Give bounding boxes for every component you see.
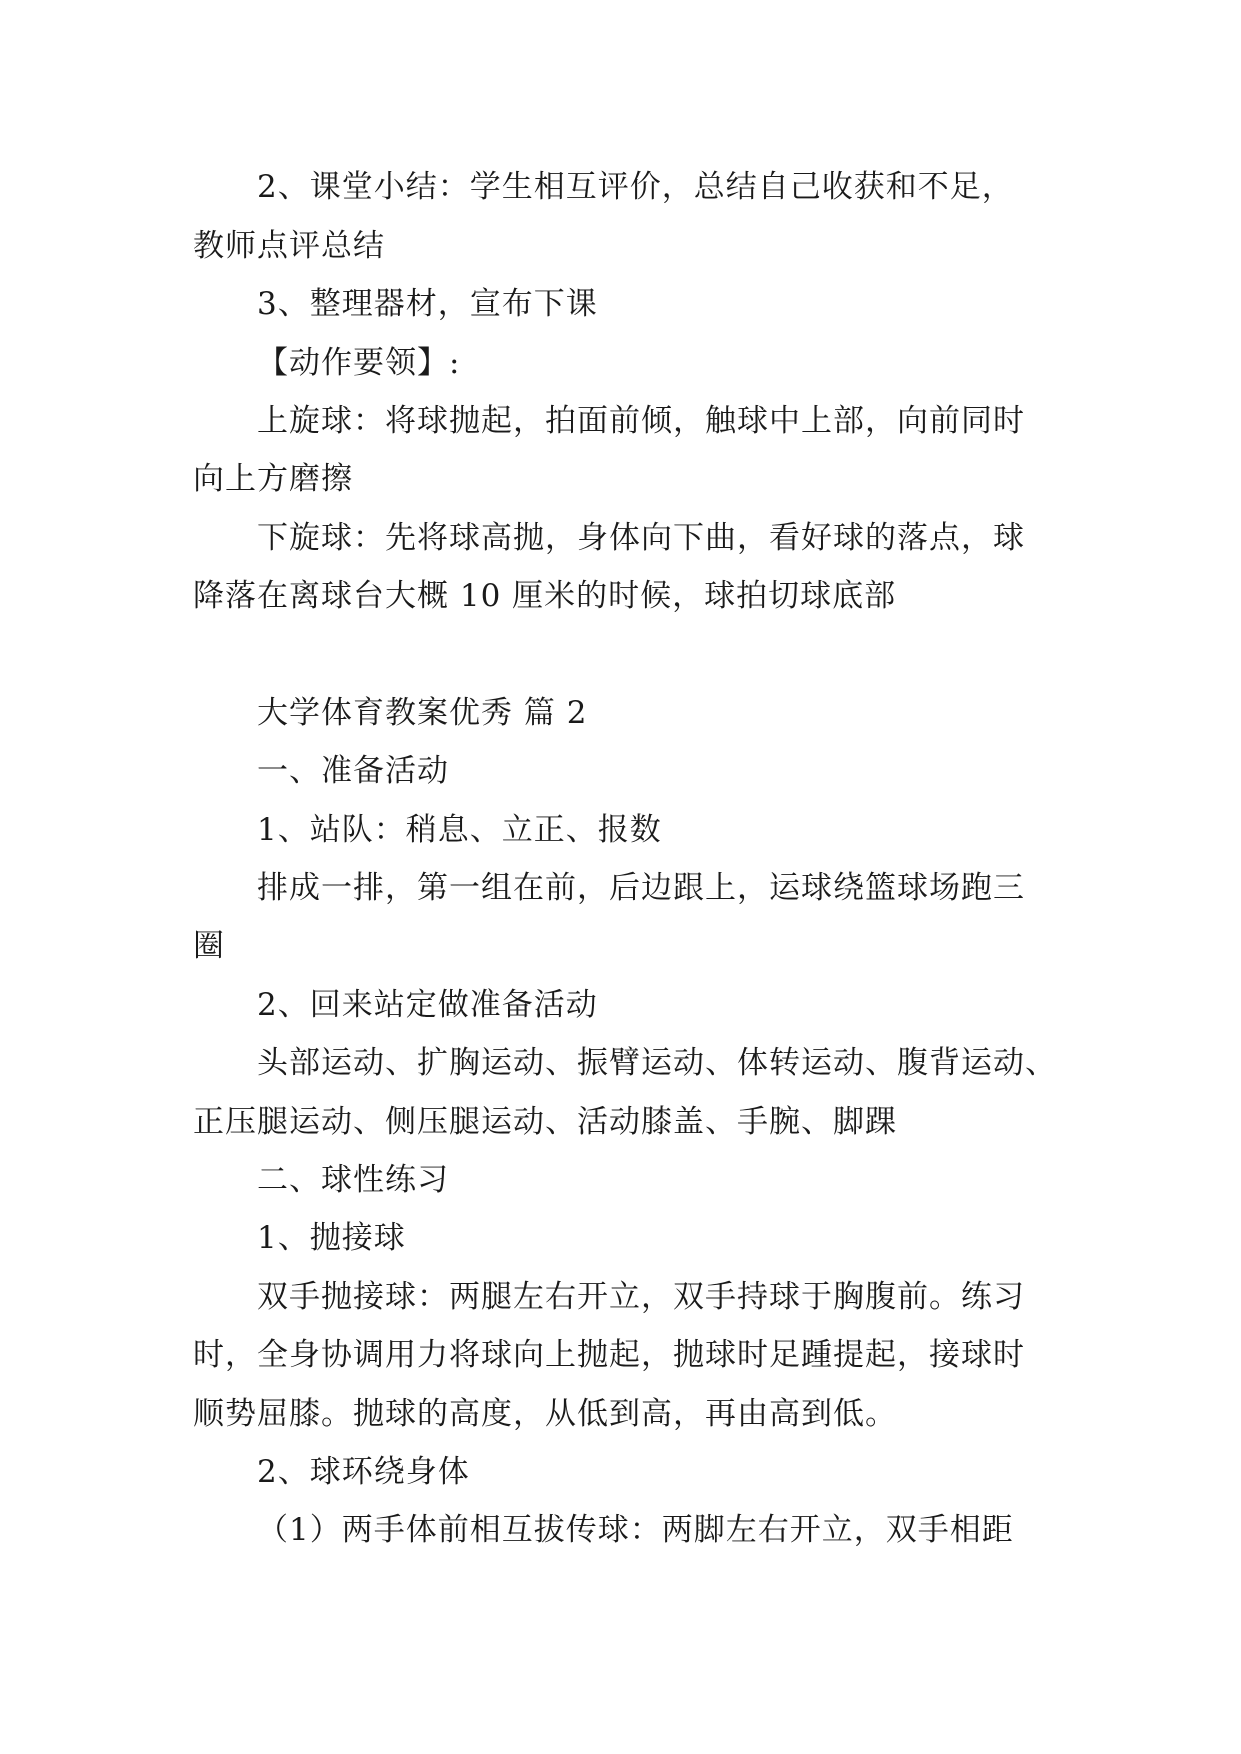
paragraph-line: 2、球环绕身体 bbox=[257, 1454, 470, 1490]
paragraph-line: （1）两手体前相互拔传球：两脚左右开立，双手相距 bbox=[257, 1512, 1014, 1548]
paragraph-line: 1、抛接球 bbox=[257, 1220, 406, 1256]
paragraph-line: 排成一排，第一组在前，后边跟上，运球绕篮球场跑三 bbox=[257, 870, 1025, 906]
paragraph-line: 时，全身协调用力将球向上抛起，抛球时足踵提起，接球时 bbox=[193, 1337, 1025, 1373]
paragraph-line: 向上方磨擦 bbox=[193, 461, 353, 497]
paragraph-line: 头部运动、扩胸运动、振臂运动、体转运动、腹背运动、 bbox=[257, 1045, 1057, 1081]
paragraph-line: 降落在离球台大概 10 厘米的时候，球拍切球底部 bbox=[193, 578, 897, 614]
section-heading: 【动作要领】: bbox=[257, 345, 461, 381]
paragraph-line: 正压腿运动、侧压腿运动、活动膝盖、手腕、脚踝 bbox=[193, 1104, 897, 1140]
paragraph-line: 教师点评总结 bbox=[193, 228, 385, 264]
paragraph-line: 下旋球：先将球高抛，身体向下曲，看好球的落点，球 bbox=[257, 520, 1025, 556]
paragraph-line: 2、课堂小结：学生相互评价，总结自己收获和不足， bbox=[257, 169, 1014, 205]
document-title: 大学体育教案优秀 篇 2 bbox=[257, 695, 588, 731]
paragraph-line: 双手抛接球：两腿左右开立，双手持球于胸腹前。练习 bbox=[257, 1279, 1025, 1315]
paragraph-line: 顺势屈膝。抛球的高度，从低到高，再由高到低。 bbox=[193, 1396, 897, 1432]
paragraph-line: 3、整理器材，宣布下课 bbox=[257, 286, 598, 322]
paragraph-line: 1、站队：稍息、立正、报数 bbox=[257, 812, 662, 848]
section-heading: 二、球性练习 bbox=[257, 1162, 449, 1198]
paragraph-line: 圈 bbox=[193, 928, 225, 964]
paragraph-line: 上旋球：将球抛起，拍面前倾，触球中上部，向前同时 bbox=[257, 403, 1025, 439]
paragraph-line: 2、回来站定做准备活动 bbox=[257, 987, 598, 1023]
section-heading: 一、准备活动 bbox=[257, 753, 449, 789]
